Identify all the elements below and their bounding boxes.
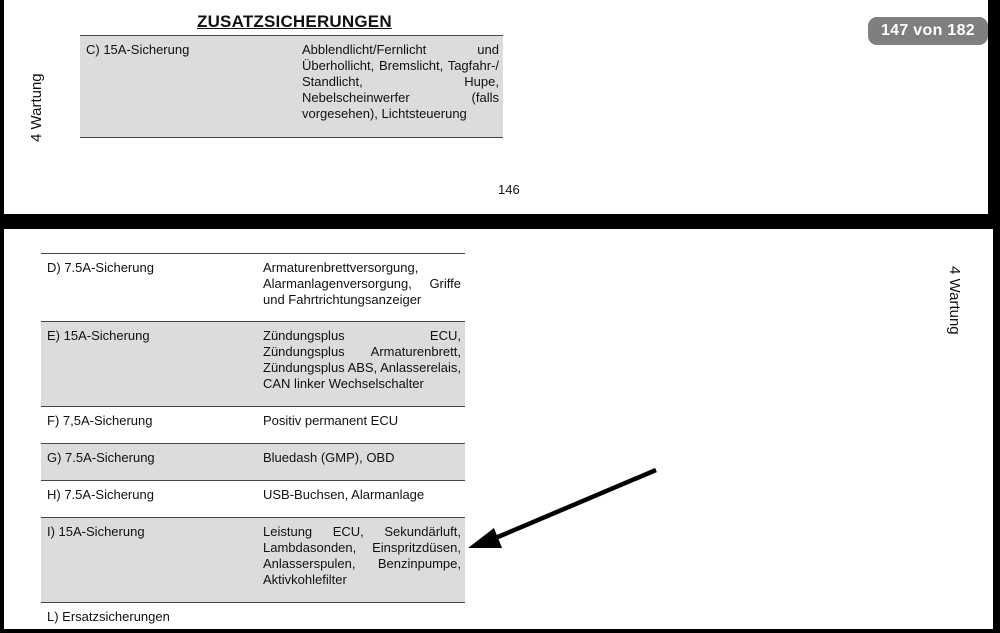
fuse-description: Leistung ECU, Sekundärluft, Lambdasonden, Einspritzdüsen, Anlasserspulen, Benzinpumpe, Aktivkohlefilter bbox=[263, 518, 465, 603]
table-row bbox=[41, 254, 465, 322]
fuse-description bbox=[263, 603, 465, 633]
table-row bbox=[41, 322, 465, 407]
table-row bbox=[41, 444, 465, 481]
page-counter-badge: 147 von 182 bbox=[868, 17, 988, 45]
table-row bbox=[41, 603, 465, 633]
table-row bbox=[41, 481, 465, 518]
chapter-side-label: 4 Wartung bbox=[946, 266, 963, 335]
table-row bbox=[41, 518, 465, 603]
page-number: 146 bbox=[498, 182, 520, 197]
arrow-head bbox=[468, 528, 502, 548]
fuse-table-upper bbox=[80, 35, 503, 138]
fuse-label: E) 15A-Sicherung bbox=[41, 322, 263, 407]
fuse-label: C) 15A-Sicherung bbox=[80, 36, 302, 138]
pointer-arrow-icon bbox=[464, 466, 664, 556]
fuse-label: L) Ersatzsicherungen bbox=[47, 609, 170, 624]
fuse-table-lower bbox=[41, 253, 465, 633]
section-heading: ZUSATZSICHERUNGEN bbox=[197, 12, 392, 31]
fuse-label: D) 7.5A-Sicherung bbox=[47, 260, 154, 275]
chapter-side-label: 4 Wartung bbox=[28, 73, 45, 142]
table-row bbox=[80, 36, 503, 138]
fuse-label: H) 7.5A-Sicherung bbox=[47, 487, 154, 502]
lower-document-page bbox=[4, 229, 993, 629]
fuse-label: G) 7.5A-Sicherung bbox=[41, 444, 263, 481]
upper-document-page bbox=[4, 0, 988, 214]
fuse-description: Armaturenbrettversorgung, Alarmanlagenversorgung, Griffe und Fahrtrichtungsanzeiger bbox=[263, 260, 461, 307]
fuse-label: I) 15A-Sicherung bbox=[41, 518, 263, 603]
fuse-description: USB-Buchsen, Alarmanlage bbox=[263, 487, 425, 502]
table-row bbox=[41, 407, 465, 444]
arrow-shaft bbox=[486, 470, 656, 542]
fuse-description: Abblendlicht/Fernlicht und Überhollicht, Bremslicht, Tagfahr-/ Standlicht, Hupe, Nebelscheinwerfer (falls vorgesehen), Lichtsteuerung bbox=[302, 36, 503, 138]
fuse-description: Zündungsplus ECU, Zündungsplus Armaturenbrett, Zündungsplus ABS, Anlasserelais, CAN linker Wechselschalter bbox=[263, 322, 465, 407]
fuse-label: F) 7,5A-Sicherung bbox=[47, 413, 153, 428]
fuse-description: Positiv permanent ECU bbox=[263, 413, 399, 428]
fuse-description: Bluedash (GMP), OBD bbox=[263, 444, 465, 481]
